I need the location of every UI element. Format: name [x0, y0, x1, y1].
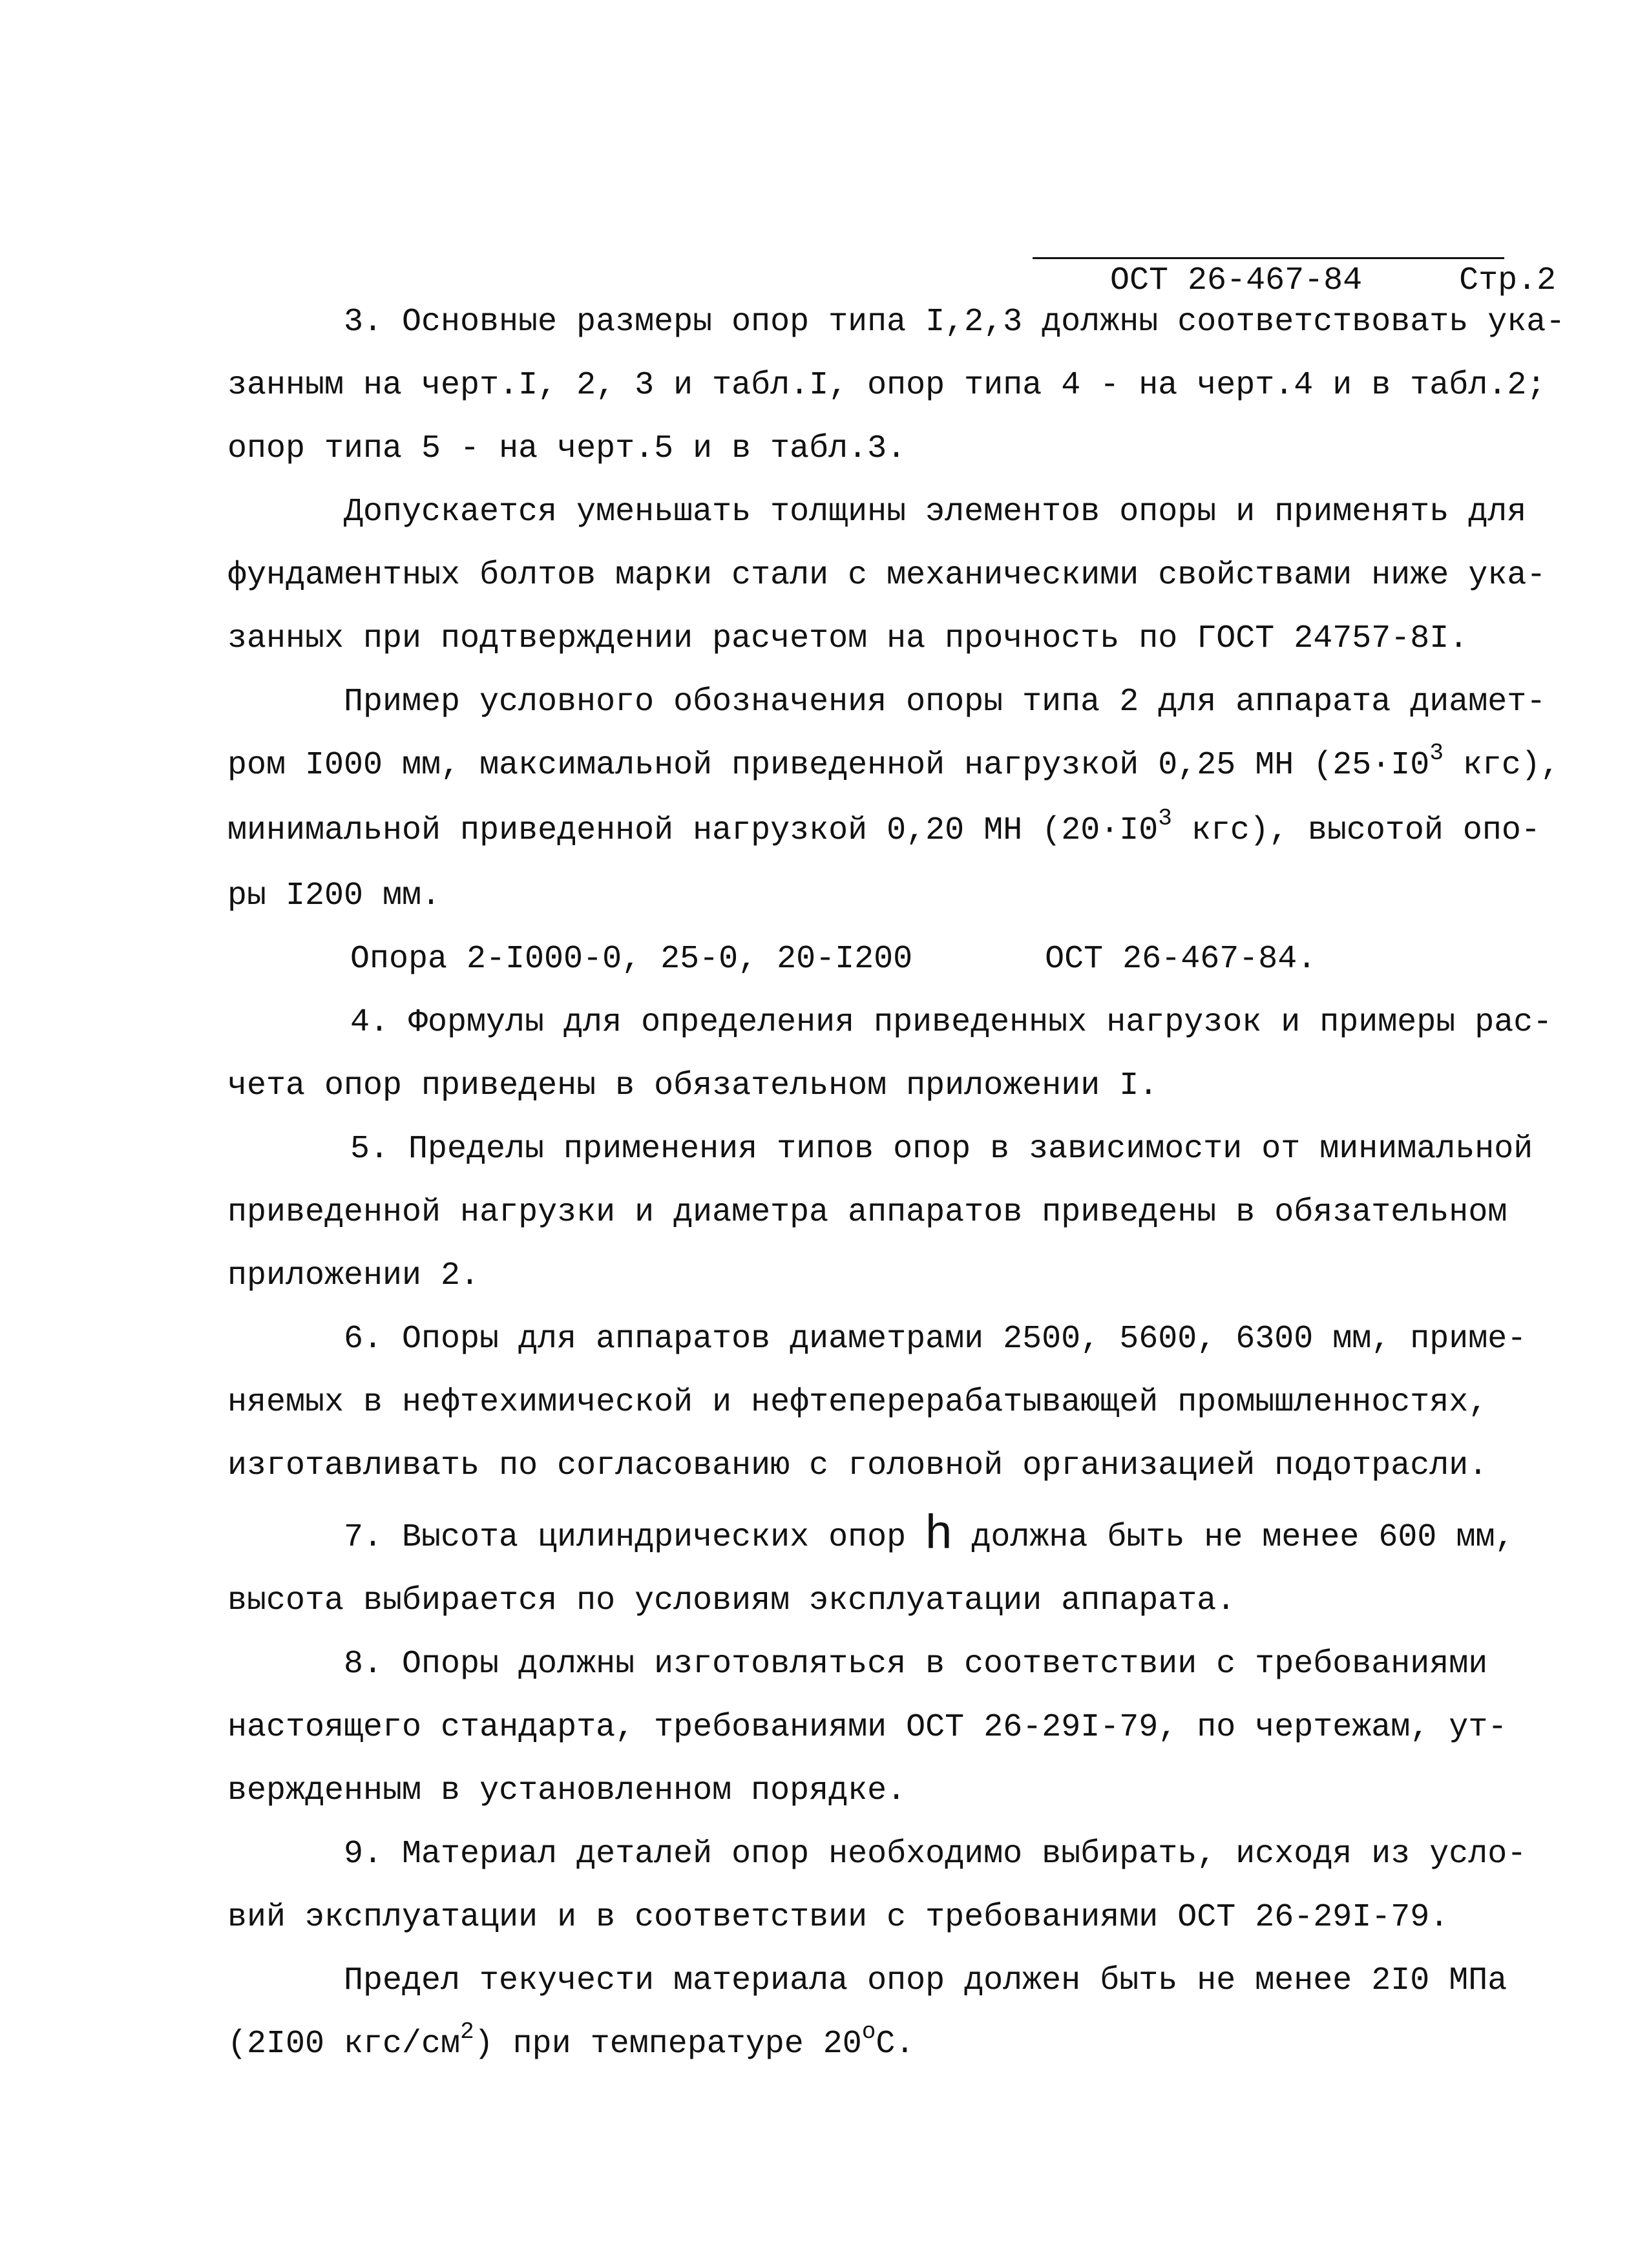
clause-8 [227, 1633, 1578, 1823]
clause-5 [227, 1118, 1578, 1308]
superscript: 3 [1158, 805, 1172, 832]
text-line: занных при подтверждении расчетом на прочность по ГОСТ 24757-8I. [227, 620, 1469, 657]
doc-code: ОСТ 26-467-84 [1110, 262, 1363, 299]
clause-4 [227, 991, 1578, 1118]
clause-3 [227, 291, 1578, 481]
text-line: изготавливать по согласованию с головной организацией подотрасли. [227, 1447, 1488, 1484]
text-line: приведенной нагрузки и диаметра аппаратов приведены в обязательном [227, 1194, 1507, 1231]
text-line: няемых в нефтехимической и нефтеперерабатывающей промышленностях, [227, 1384, 1488, 1421]
text-line: 6. Опоры для аппаратов диаметрами 2500, 5600, 6300 мм, приме- [344, 1321, 1527, 1358]
designation-standard: ОСТ 26-467-84. [1045, 941, 1317, 978]
text-line: 3. Основные размеры опор типа I,2,3 должны соответствовать ука- [344, 304, 1566, 341]
degree-superscript: о [861, 2019, 876, 2045]
text-line: высота выбирается по условиям эксплуатации аппарата. [227, 1582, 1236, 1619]
clause-3-allowance [227, 481, 1578, 671]
designation-code: Опора 2-I000-0, 25-0, 20-I200 [350, 941, 913, 978]
text-line [227, 928, 1578, 991]
height-symbol: h [925, 1505, 952, 1559]
text-line: минимальной приведенной нагрузкой 0,20 МН ($20\cdot I0^3$ кгс), высотой опо- [227, 805, 1540, 849]
text-line: ром I000 мм, максимальной приведенной нагрузкой 0,25 МН ($25\cdot I0^3$ кгс), [227, 740, 1560, 784]
text-line: занным на черт.I, 2, 3 и табл.I, опор типа 4 - на черт.4 и в табл.2; [227, 367, 1546, 404]
text-line: 9. Материал деталей опор необходимо выбирать, исходя из усло- [344, 1836, 1527, 1873]
text-line: 5. Пределы применения типов опор в зависимости от минимальной [350, 1131, 1533, 1168]
superscript: 2 [460, 2019, 474, 2045]
clause-7 [227, 1498, 1578, 1633]
clause-6 [227, 1308, 1578, 1498]
text-line: (2I00 кгс/$см^2$) при температуре $20^оС$. [227, 2019, 915, 2063]
header-underline [1033, 257, 1504, 259]
text-line: чета опор приведены в обязательном приложении I. [227, 1067, 1159, 1104]
text-line: приложении 2. [227, 1257, 480, 1294]
text-line: ры I200 мм. [227, 877, 441, 914]
text-line: вий эксплуатации и в соответствии с требованиями ОСТ 26-29I-79. [227, 1899, 1449, 1936]
text-line: опор типа 5 - на черт.5 и в табл.3. [227, 430, 907, 467]
designation-line [227, 928, 1578, 991]
text-line: настоящего стандарта, требованиями ОСТ 26-29I-79, по чертежам, ут- [227, 1709, 1507, 1746]
text-line: вержденным в установленном порядке. [227, 1772, 907, 1809]
document-body [227, 291, 1578, 2078]
designation-example [227, 671, 1578, 928]
clause-9 [227, 1823, 1578, 1949]
yield-strength [227, 1949, 1578, 2078]
text-line: фундаментных болтов марки стали с механическими свойствами ниже ука- [227, 557, 1546, 594]
superscript: 3 [1429, 740, 1444, 766]
text-line: 8. Опоры должны изготовляться в соответствии с требованиями [344, 1646, 1488, 1683]
text-line: Пример условного обозначения опоры типа 2 для аппарата диамет- [344, 684, 1546, 720]
text-line: 4. Формулы для определения приведенных нагрузок и примеры рас- [350, 1004, 1553, 1041]
text-line: Предел текучести материала опор должен быть не менее 2I0 МПа [344, 1962, 1507, 1999]
text-line: Допускается уменьшать толщины элементов опоры и применять для [344, 494, 1527, 530]
text-line: 7. Высота цилиндрических опор h должна быть не менее 600 мм, [344, 1505, 1515, 1559]
page-number: Стр.2 [1459, 262, 1557, 299]
